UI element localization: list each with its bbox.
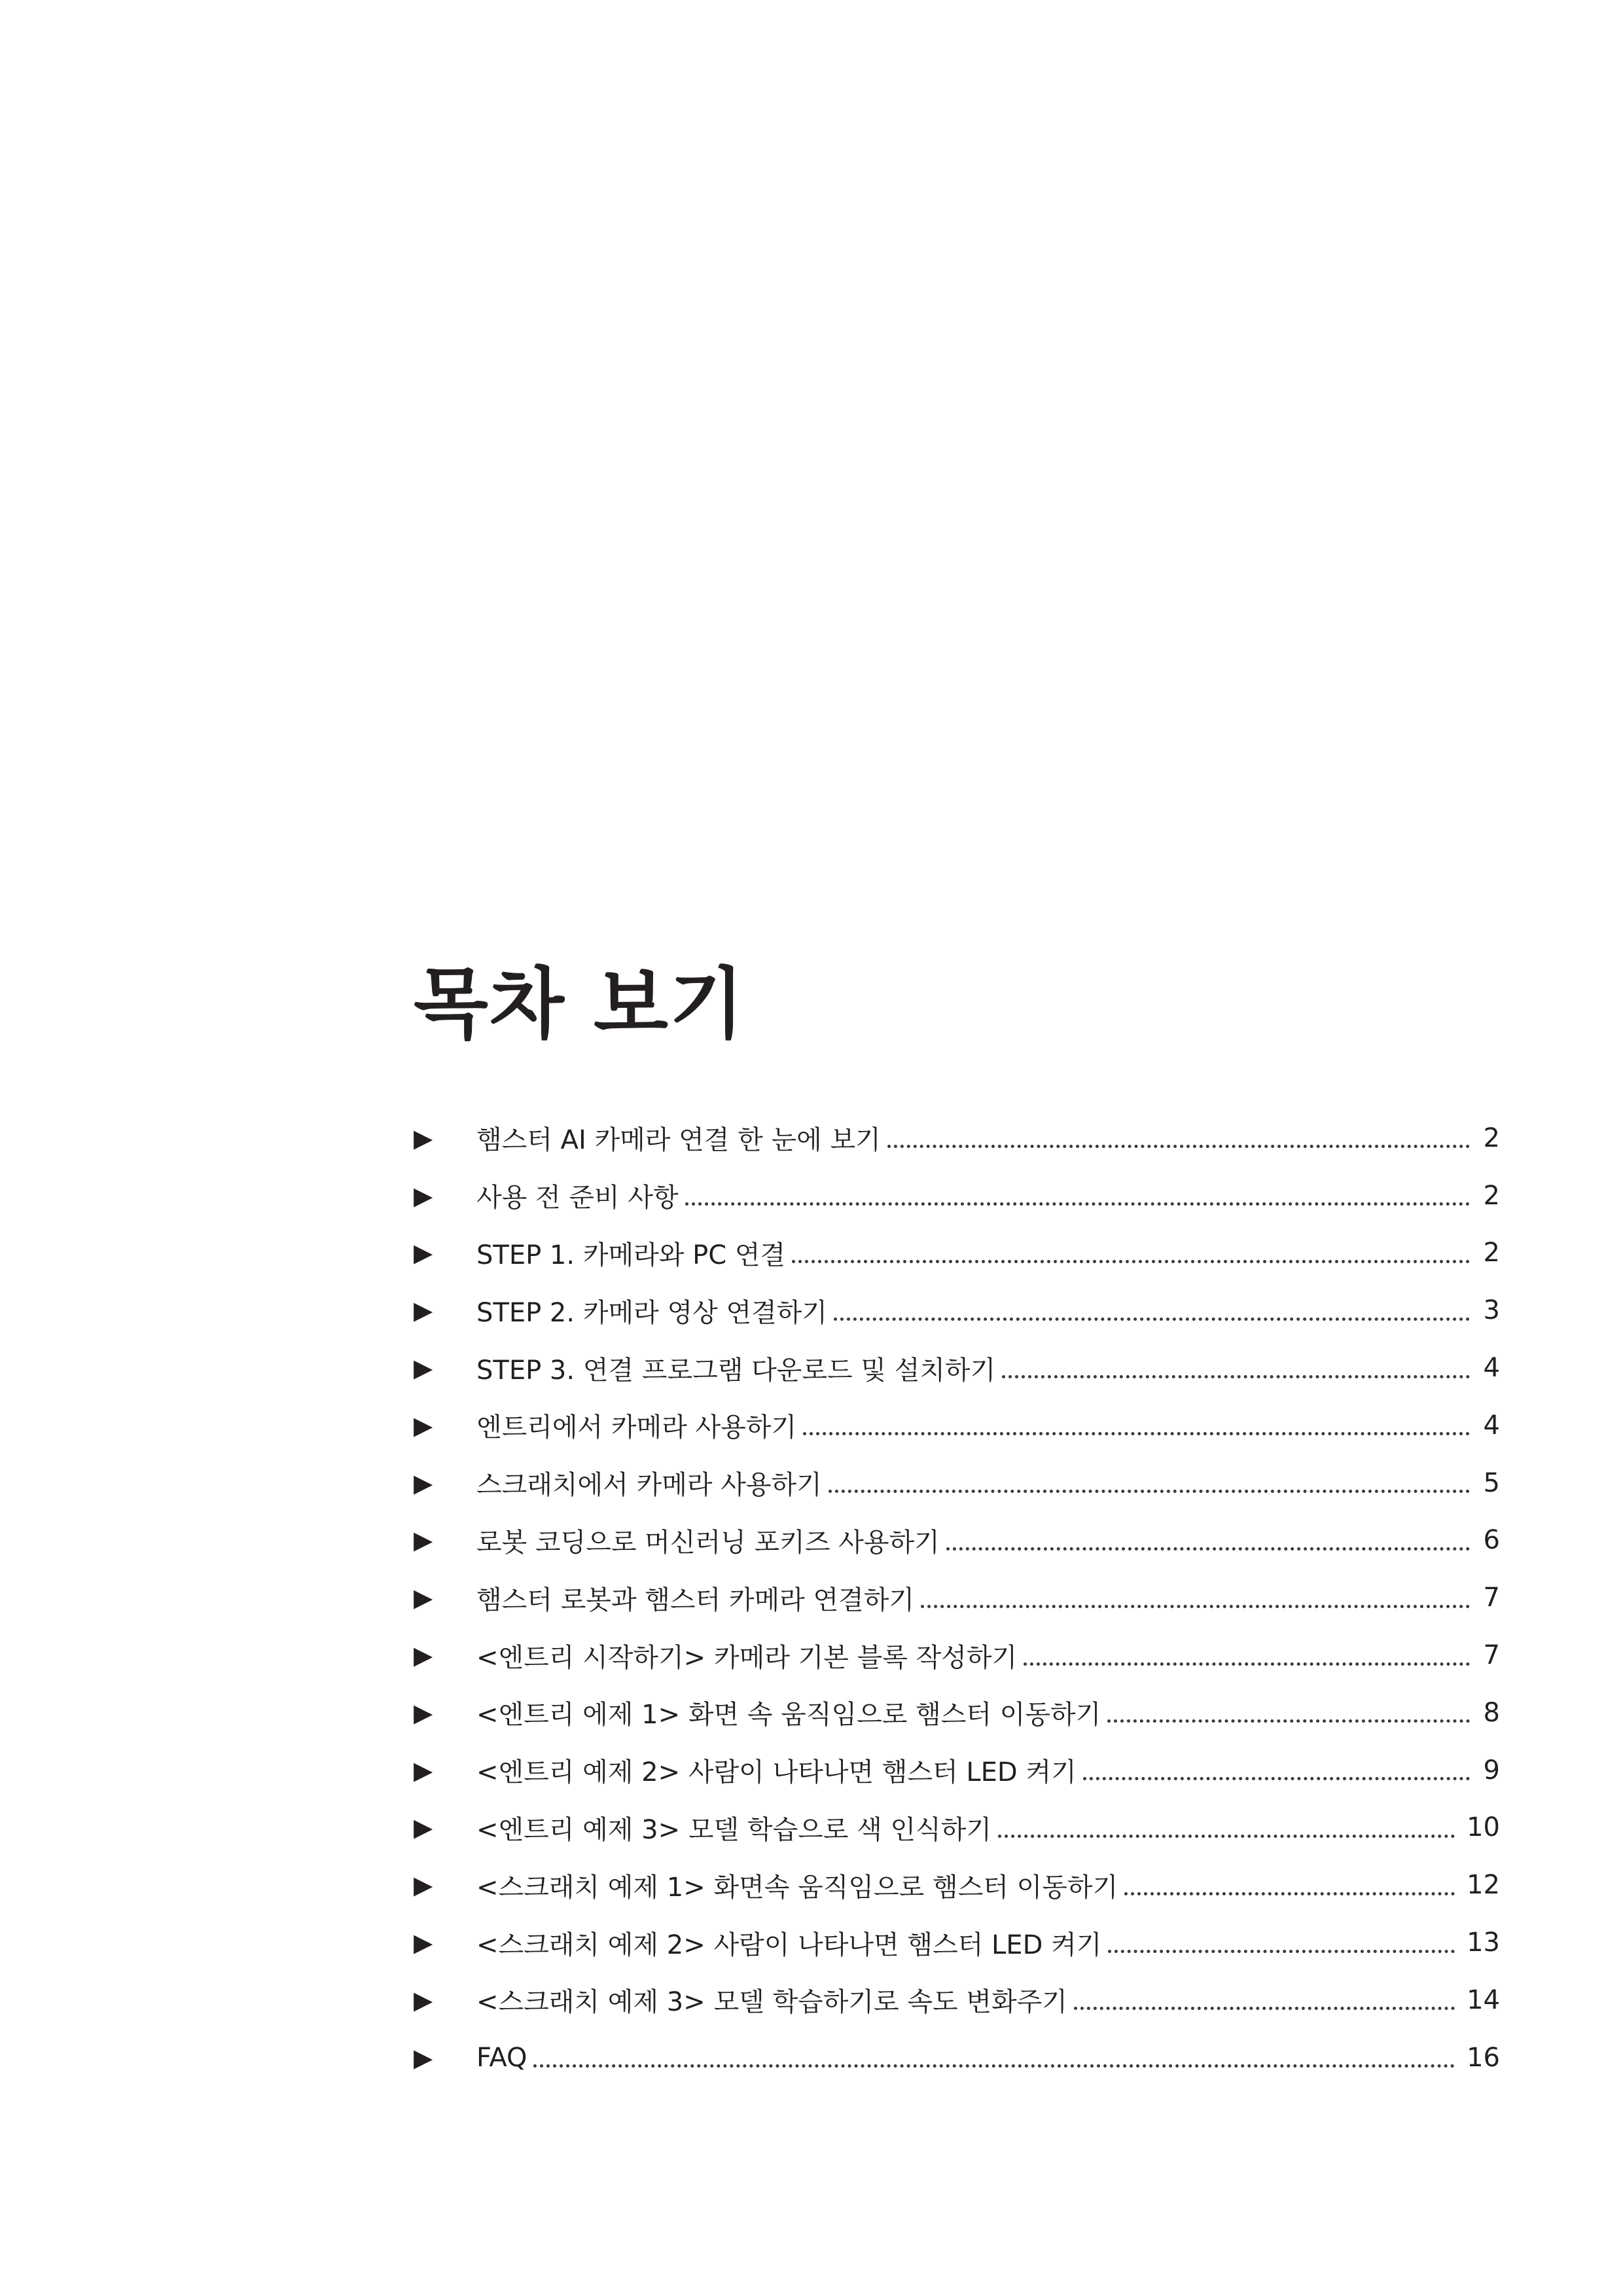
dot-leader (998, 1835, 1455, 1838)
triangle-bullet-icon: ▶ (414, 1354, 433, 1383)
toc-item[interactable] (414, 1282, 1500, 1339)
triangle-bullet-icon: ▶ (414, 1641, 433, 1670)
triangle-bullet-icon: ▶ (414, 1526, 433, 1555)
dot-leader (834, 1318, 1470, 1321)
dot-leader (1083, 1777, 1470, 1780)
toc-item[interactable] (414, 1167, 1500, 1225)
triangle-bullet-icon: ▶ (414, 1871, 433, 1900)
dot-leader (1024, 1662, 1470, 1666)
toc-item-page: 3 (1483, 1295, 1500, 1326)
dot-leader (1002, 1375, 1470, 1378)
toc-item-label: STEP 1. 카메라와 PC 연결 (476, 1240, 786, 1270)
toc-item-page: 7 (1483, 1583, 1500, 1613)
toc-item[interactable] (414, 1569, 1500, 1626)
toc-item-label: 엔트리에서 카메라 사용하기 (476, 1412, 797, 1443)
triangle-bullet-icon: ▶ (414, 1410, 433, 1440)
toc-item-page: 16 (1467, 2042, 1500, 2073)
triangle-bullet-icon: ▶ (414, 1813, 433, 1842)
dot-leader (1074, 2007, 1455, 2010)
dot-leader (1124, 1892, 1455, 1895)
dot-leader (685, 1202, 1470, 1206)
toc-item-page: 9 (1483, 1755, 1500, 1785)
toc-item[interactable] (414, 1684, 1500, 1742)
toc-item[interactable] (414, 1339, 1500, 1397)
triangle-bullet-icon: ▶ (414, 1755, 433, 1785)
toc-item-page: 7 (1483, 1640, 1500, 1671)
toc-item-page: 10 (1467, 1812, 1500, 1843)
toc-item-label: <엔트리 예제 3> 모델 학습으로 색 인식하기 (476, 1814, 992, 1845)
toc-item-page: 2 (1483, 1122, 1500, 1153)
toc-item-label: <스크래치 예제 1> 화면속 움직임으로 햄스터 이동하기 (476, 1872, 1118, 1903)
toc-item-page: 6 (1483, 1525, 1500, 1556)
triangle-bullet-icon: ▶ (414, 1238, 433, 1268)
toc-item[interactable] (414, 1454, 1500, 1512)
triangle-bullet-icon: ▶ (414, 2043, 433, 2072)
toc-item[interactable] (414, 1799, 1500, 1857)
triangle-bullet-icon: ▶ (414, 1928, 433, 1958)
toc-item-label: <엔트리 에제 1> 화면 속 움직임으로 햄스터 이동하기 (476, 1700, 1101, 1731)
toc-item-page: 14 (1467, 1984, 1500, 2015)
toc-item-page: 12 (1467, 1870, 1500, 1901)
toc-item[interactable] (414, 1397, 1500, 1454)
toc-item-label: <스크래치 예제 2> 사람이 나타나면 햄스터 LED 켜기 (476, 1929, 1102, 1960)
toc-item-label: STEP 3. 연결 프로그램 다운로드 및 설치하기 (476, 1355, 996, 1386)
table-of-contents (414, 1109, 1500, 2087)
triangle-bullet-icon: ▶ (414, 1468, 433, 1498)
dot-leader (946, 1547, 1470, 1551)
dot-leader (1108, 1950, 1455, 1953)
toc-item[interactable] (414, 1512, 1500, 1570)
toc-item-label: <엔트리 예제 2> 사람이 나타나면 햄스터 LED 켜기 (476, 1757, 1077, 1788)
toc-item[interactable] (414, 1109, 1500, 1167)
toc-item[interactable] (414, 1742, 1500, 1799)
toc-item-label: <스크래치 예제 3> 모델 학습하기로 속도 변화주기 (476, 1987, 1067, 2018)
toc-item-page: 2 (1483, 1180, 1500, 1211)
dot-leader (887, 1145, 1470, 1148)
triangle-bullet-icon: ▶ (414, 1296, 433, 1325)
triangle-bullet-icon: ▶ (414, 1985, 433, 2015)
toc-item-page: 13 (1467, 1928, 1500, 1958)
page-title: 목차 보기 (414, 959, 746, 1049)
toc-item[interactable] (414, 2029, 1500, 2087)
triangle-bullet-icon: ▶ (414, 1181, 433, 1210)
toc-item[interactable] (414, 1856, 1500, 1914)
triangle-bullet-icon: ▶ (414, 1583, 433, 1613)
toc-item-label: 햄스터 로봇과 햄스터 카메라 연결하기 (476, 1585, 915, 1615)
toc-item-page: 4 (1483, 1410, 1500, 1441)
dot-leader (803, 1432, 1470, 1435)
toc-item-label: 로봇 코딩으로 머신러닝 포키즈 사용하기 (476, 1527, 940, 1558)
dot-leader (792, 1260, 1470, 1263)
toc-item-page: 5 (1483, 1467, 1500, 1498)
toc-item[interactable] (414, 1626, 1500, 1684)
toc-item-page: 4 (1483, 1353, 1500, 1384)
dot-leader (533, 2064, 1455, 2068)
dot-leader (921, 1605, 1470, 1608)
dot-leader (829, 1490, 1470, 1493)
toc-item-label: FAQ (476, 2042, 527, 2073)
toc-item-label: <엔트리 시작하기> 카메라 기본 블록 작성하기 (476, 1642, 1018, 1673)
toc-item[interactable] (414, 1225, 1500, 1282)
toc-item-page: 8 (1483, 1697, 1500, 1728)
toc-item[interactable] (414, 1971, 1500, 2029)
toc-item-page: 2 (1483, 1238, 1500, 1268)
toc-item[interactable] (414, 1914, 1500, 1971)
toc-item-label: STEP 2. 카메라 영상 연결하기 (476, 1297, 828, 1328)
toc-item-label: 사용 전 준비 사항 (476, 1183, 679, 1213)
triangle-bullet-icon: ▶ (414, 1123, 433, 1153)
triangle-bullet-icon: ▶ (414, 1698, 433, 1727)
dot-leader (1107, 1719, 1470, 1723)
toc-item-label: 스크래치에서 카메라 사용하기 (476, 1470, 822, 1501)
toc-item-label: 햄스터 AI 카메라 연결 한 눈에 보기 (476, 1125, 881, 1156)
